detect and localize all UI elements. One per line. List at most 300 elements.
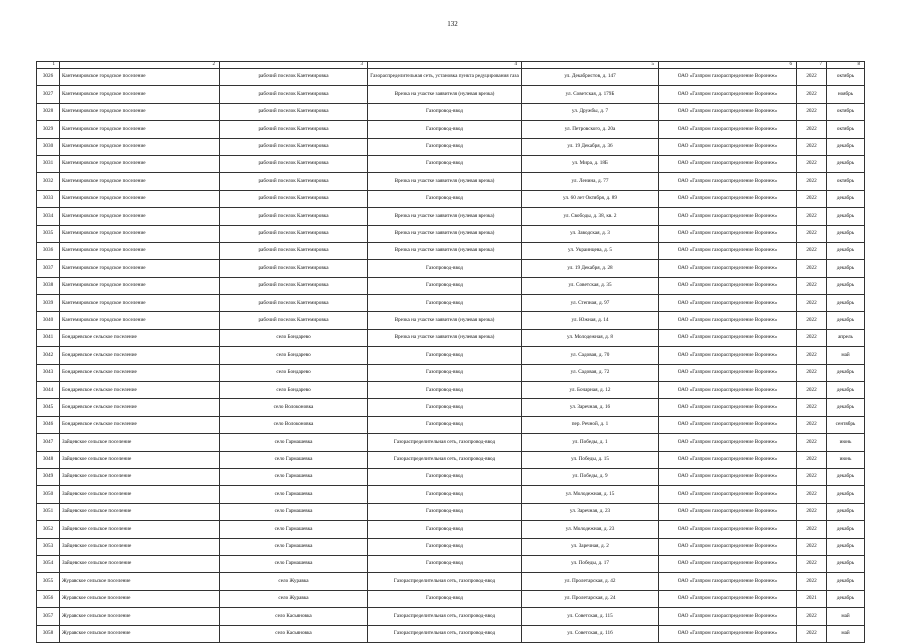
settlement-area-cell: Зайцевское сельское поселение — [60, 538, 220, 555]
month-cell: декабрь — [827, 538, 865, 555]
locality-cell: село Бондарево — [220, 347, 368, 364]
settlement-area-cell: Кантемировское городское поселение — [60, 312, 220, 329]
header-col-2: 2 — [60, 62, 220, 69]
month-cell: октябрь — [827, 69, 865, 86]
settlement-area-cell: Кантемировское городское поселение — [60, 242, 220, 259]
table-row — [37, 329, 865, 346]
row-number-cell: 3039 — [37, 295, 60, 312]
table-row — [37, 364, 865, 381]
settlement-area-cell: Кантемировское городское поселение — [60, 138, 220, 155]
table-row — [37, 242, 865, 259]
address-cell: ул. Пролетарская, д. 24 — [522, 590, 659, 607]
row-number-cell: 3028 — [37, 103, 60, 120]
month-cell: май — [827, 625, 865, 642]
address-cell: ул. Победы, д. 15 — [522, 451, 659, 468]
address-cell: ул. Бочарная, д. 12 — [522, 382, 659, 399]
work-object-cell: Газопровод-ввод — [368, 486, 522, 503]
table-row — [37, 121, 865, 138]
header-col-4: 4 — [368, 62, 522, 69]
locality-cell: село Волоконовка — [220, 399, 368, 416]
table-row — [37, 103, 865, 120]
row-number-cell: 3038 — [37, 277, 60, 294]
organization-cell: ОАО «Газпром газораспределение Воронеж» — [659, 295, 797, 312]
organization-cell: ОАО «Газпром газораспределение Воронеж» — [659, 173, 797, 190]
settlement-area-cell: Журавское сельское поселение — [60, 608, 220, 625]
work-object-cell: Газопровод-ввод — [368, 590, 522, 607]
row-number-cell: 3027 — [37, 86, 60, 103]
work-object-cell: Газопровод-ввод — [368, 521, 522, 538]
address-cell: ул. Южная, д. 14 — [522, 312, 659, 329]
table-row — [37, 590, 865, 607]
address-cell: ул. Украинцева, д. 5 — [522, 242, 659, 259]
settlement-area-cell: Журавское сельское поселение — [60, 573, 220, 590]
address-cell: ул. 19 Декабря, д. 28 — [522, 260, 659, 277]
settlement-area-cell: Кантемировское городское поселение — [60, 69, 220, 86]
work-object-cell: Газопровод-ввод — [368, 503, 522, 520]
year-cell: 2022 — [797, 277, 827, 294]
organization-cell: ОАО «Газпром газораспределение Воронеж» — [659, 625, 797, 642]
locality-cell: рабочий поселок Кантемировка — [220, 295, 368, 312]
month-cell: май — [827, 608, 865, 625]
year-cell: 2022 — [797, 555, 827, 572]
month-cell: декабрь — [827, 573, 865, 590]
month-cell: сентябрь — [827, 416, 865, 433]
row-number-cell: 3037 — [37, 260, 60, 277]
address-cell: ул. Победы, д. 1 — [522, 434, 659, 451]
year-cell: 2022 — [797, 190, 827, 207]
month-cell: декабрь — [827, 190, 865, 207]
work-object-cell: Врезка на участке заявителя (нулевая врезка) — [368, 312, 522, 329]
row-number-cell: 3041 — [37, 329, 60, 346]
month-cell: апрель — [827, 329, 865, 346]
locality-cell: село Гармашевка — [220, 555, 368, 572]
address-cell: ул. Дружбы, д. 7 — [522, 103, 659, 120]
settlement-area-cell: Кантемировское городское поселение — [60, 86, 220, 103]
address-cell: ул. Петровского, д. 20а — [522, 121, 659, 138]
year-cell: 2022 — [797, 434, 827, 451]
row-number-cell: 3026 — [37, 69, 60, 86]
row-number-cell: 3049 — [37, 468, 60, 485]
year-cell: 2022 — [797, 538, 827, 555]
header-row — [37, 62, 865, 69]
table-row — [37, 295, 865, 312]
month-cell: июнь — [827, 451, 865, 468]
table-body — [37, 69, 865, 643]
row-number-cell: 3031 — [37, 155, 60, 172]
month-cell: декабрь — [827, 242, 865, 259]
row-number-cell: 3042 — [37, 347, 60, 364]
table-row — [37, 555, 865, 572]
locality-cell: село Гармашевка — [220, 486, 368, 503]
work-object-cell: Газораспределительная сеть, установка пункта редуцирования газа — [368, 69, 522, 86]
work-object-cell: Газопровод-ввод — [368, 538, 522, 555]
address-cell: ул. Заречная, д. 23 — [522, 503, 659, 520]
locality-cell: рабочий поселок Кантемировка — [220, 155, 368, 172]
work-object-cell: Газопровод-ввод — [368, 555, 522, 572]
year-cell: 2022 — [797, 382, 827, 399]
table-row — [37, 399, 865, 416]
month-cell: октябрь — [827, 103, 865, 120]
work-object-cell: Газопровод-ввод — [368, 399, 522, 416]
work-object-cell: Газопровод-ввод — [368, 382, 522, 399]
locality-cell: село Бондарево — [220, 364, 368, 381]
address-cell: ул. Молодежная, д. 15 — [522, 486, 659, 503]
organization-cell: ОАО «Газпром газораспределение Воронеж» — [659, 69, 797, 86]
year-cell: 2022 — [797, 312, 827, 329]
year-cell: 2022 — [797, 155, 827, 172]
organization-cell: ОАО «Газпром газораспределение Воронеж» — [659, 486, 797, 503]
table-row — [37, 69, 865, 86]
work-object-cell: Врезка на участке заявителя (нулевая врезка) — [368, 86, 522, 103]
year-cell: 2022 — [797, 486, 827, 503]
month-cell: декабрь — [827, 382, 865, 399]
row-number-cell: 3040 — [37, 312, 60, 329]
year-cell: 2022 — [797, 295, 827, 312]
row-number-cell: 3048 — [37, 451, 60, 468]
table-row — [37, 382, 865, 399]
row-number-cell: 3043 — [37, 364, 60, 381]
address-cell: ул. Советская, д. 116 — [522, 625, 659, 642]
table-row — [37, 173, 865, 190]
locality-cell: рабочий поселок Кантемировка — [220, 312, 368, 329]
table-row — [37, 521, 865, 538]
month-cell: декабрь — [827, 364, 865, 381]
locality-cell: рабочий поселок Кантемировка — [220, 225, 368, 242]
organization-cell: ОАО «Газпром газораспределение Воронеж» — [659, 538, 797, 555]
locality-cell: село Гармашевка — [220, 468, 368, 485]
year-cell: 2022 — [797, 468, 827, 485]
locality-cell: рабочий поселок Кантемировка — [220, 103, 368, 120]
settlement-area-cell: Кантемировское городское поселение — [60, 260, 220, 277]
work-object-cell: Врезка на участке заявителя (нулевая врезка) — [368, 225, 522, 242]
header-col-7: 7 — [797, 62, 827, 69]
locality-cell: рабочий поселок Кантемировка — [220, 69, 368, 86]
settlement-area-cell: Кантемировское городское поселение — [60, 121, 220, 138]
month-cell: декабрь — [827, 312, 865, 329]
month-cell: декабрь — [827, 138, 865, 155]
year-cell: 2022 — [797, 329, 827, 346]
locality-cell: рабочий поселок Кантемировка — [220, 277, 368, 294]
table-row — [37, 155, 865, 172]
row-number-cell: 3056 — [37, 590, 60, 607]
year-cell: 2022 — [797, 625, 827, 642]
page-number: 132 — [447, 20, 458, 28]
settlement-area-cell: Бондаревское сельское поселение — [60, 347, 220, 364]
settlement-area-cell: Кантемировское городское поселение — [60, 277, 220, 294]
work-object-cell: Газопровод-ввод — [368, 277, 522, 294]
month-cell: декабрь — [827, 503, 865, 520]
locality-cell: село Касьяновка — [220, 608, 368, 625]
organization-cell: ОАО «Газпром газораспределение Воронеж» — [659, 86, 797, 103]
organization-cell: ОАО «Газпром газораспределение Воронеж» — [659, 608, 797, 625]
year-cell: 2021 — [797, 590, 827, 607]
header-col-6: 6 — [659, 62, 797, 69]
row-number-cell: 3058 — [37, 625, 60, 642]
settlement-area-cell: Бондаревское сельское поселение — [60, 382, 220, 399]
year-cell: 2022 — [797, 242, 827, 259]
year-cell: 2022 — [797, 364, 827, 381]
work-object-cell: Газопровод-ввод — [368, 468, 522, 485]
organization-cell: ОАО «Газпром газораспределение Воронеж» — [659, 190, 797, 207]
year-cell: 2022 — [797, 260, 827, 277]
year-cell: 2022 — [797, 103, 827, 120]
settlement-area-cell: Кантемировское городское поселение — [60, 295, 220, 312]
header-col-1: 1 — [37, 62, 60, 69]
row-number-cell: 3052 — [37, 521, 60, 538]
table-row — [37, 86, 865, 103]
month-cell: ноябрь — [827, 86, 865, 103]
address-cell: ул. Заводская, д. 3 — [522, 225, 659, 242]
locality-cell: село Волоконовка — [220, 416, 368, 433]
organization-cell: ОАО «Газпром газораспределение Воронеж» — [659, 382, 797, 399]
settlement-area-cell: Кантемировское городское поселение — [60, 225, 220, 242]
month-cell: декабрь — [827, 521, 865, 538]
organization-cell: ОАО «Газпром газораспределение Воронеж» — [659, 121, 797, 138]
row-number-cell: 3034 — [37, 208, 60, 225]
year-cell: 2022 — [797, 451, 827, 468]
settlement-area-cell: Кантемировское городское поселение — [60, 103, 220, 120]
row-number-cell: 3050 — [37, 486, 60, 503]
work-object-cell: Газопровод-ввод — [368, 260, 522, 277]
year-cell: 2022 — [797, 69, 827, 86]
work-object-cell: Врезка на участке заявителя (нулевая врезка) — [368, 173, 522, 190]
table-row — [37, 347, 865, 364]
work-object-cell: Газопровод-ввод — [368, 364, 522, 381]
organization-cell: ОАО «Газпром газораспределение Воронеж» — [659, 364, 797, 381]
work-object-cell: Газопровод-ввод — [368, 103, 522, 120]
locality-cell: рабочий поселок Кантемировка — [220, 260, 368, 277]
month-cell: октябрь — [827, 173, 865, 190]
locality-cell: рабочий поселок Кантемировка — [220, 242, 368, 259]
locality-cell: село Гармашевка — [220, 503, 368, 520]
settlement-area-cell: Бондаревское сельское поселение — [60, 364, 220, 381]
locality-cell: рабочий поселок Кантемировка — [220, 121, 368, 138]
year-cell: 2022 — [797, 416, 827, 433]
row-number-cell: 3046 — [37, 416, 60, 433]
organization-cell: ОАО «Газпром газораспределение Воронеж» — [659, 260, 797, 277]
settlement-area-cell: Кантемировское городское поселение — [60, 155, 220, 172]
year-cell: 2022 — [797, 521, 827, 538]
organization-cell: ОАО «Газпром газораспределение Воронеж» — [659, 399, 797, 416]
address-cell: ул. Ленина, д. 77 — [522, 173, 659, 190]
row-number-cell: 3051 — [37, 503, 60, 520]
table-row — [37, 190, 865, 207]
settlement-area-cell: Кантемировское городское поселение — [60, 208, 220, 225]
table-row — [37, 312, 865, 329]
year-cell: 2022 — [797, 208, 827, 225]
table-row — [37, 138, 865, 155]
year-cell: 2022 — [797, 573, 827, 590]
address-cell: ул. Садовая, д. 70 — [522, 347, 659, 364]
locality-cell: село Гармашевка — [220, 521, 368, 538]
row-number-cell: 3044 — [37, 382, 60, 399]
work-object-cell: Газопровод-ввод — [368, 138, 522, 155]
settlement-area-cell: Зайцевское сельское поселение — [60, 451, 220, 468]
organization-cell: ОАО «Газпром газораспределение Воронеж» — [659, 555, 797, 572]
address-cell: ул. Пролетарская, д. 42 — [522, 573, 659, 590]
row-number-cell: 3047 — [37, 434, 60, 451]
locality-cell: село Гармашевка — [220, 538, 368, 555]
address-cell: ул. Молодежная, д. 23 — [522, 521, 659, 538]
address-cell: ул. Советская, д. 35 — [522, 277, 659, 294]
month-cell: декабрь — [827, 277, 865, 294]
table-row — [37, 208, 865, 225]
organization-cell: ОАО «Газпром газораспределение Воронеж» — [659, 329, 797, 346]
locality-cell: рабочий поселок Кантемировка — [220, 190, 368, 207]
settlement-area-cell: Бондаревское сельское поселение — [60, 416, 220, 433]
work-object-cell: Газораспределительная сеть, газопровод-ввод — [368, 608, 522, 625]
settlement-area-cell: Зайцевское сельское поселение — [60, 486, 220, 503]
work-object-cell: Газораспределительная сеть, газопровод-ввод — [368, 573, 522, 590]
year-cell: 2022 — [797, 225, 827, 242]
organization-cell: ОАО «Газпром газораспределение Воронеж» — [659, 277, 797, 294]
work-object-cell: Газопровод-ввод — [368, 155, 522, 172]
organization-cell: ОАО «Газпром газораспределение Воронеж» — [659, 155, 797, 172]
address-cell: ул. Заречная, д. 2 — [522, 538, 659, 555]
organization-cell: ОАО «Газпром газораспределение Воронеж» — [659, 503, 797, 520]
row-number-cell: 3029 — [37, 121, 60, 138]
organization-cell: ОАО «Газпром газораспределение Воронеж» — [659, 521, 797, 538]
address-cell: ул. Садовая, д. 72 — [522, 364, 659, 381]
table-row — [37, 434, 865, 451]
month-cell: декабрь — [827, 555, 865, 572]
locality-cell: село Бондарево — [220, 329, 368, 346]
row-number-cell: 3035 — [37, 225, 60, 242]
month-cell: декабрь — [827, 486, 865, 503]
address-cell: ул. Мира, д. 18Б — [522, 155, 659, 172]
address-cell: ул. Советская, д. 179Б — [522, 86, 659, 103]
row-number-cell: 3030 — [37, 138, 60, 155]
year-cell: 2022 — [797, 347, 827, 364]
organization-cell: ОАО «Газпром газораспределение Воронеж» — [659, 242, 797, 259]
settlement-area-cell: Зайцевское сельское поселение — [60, 468, 220, 485]
month-cell: декабрь — [827, 399, 865, 416]
address-cell: ул. Победы, д. 9 — [522, 468, 659, 485]
month-cell: декабрь — [827, 295, 865, 312]
settlement-area-cell: Бондаревское сельское поселение — [60, 329, 220, 346]
address-cell: ул. Молодежная, д. 8 — [522, 329, 659, 346]
organization-cell: ОАО «Газпром газораспределение Воронеж» — [659, 138, 797, 155]
organization-cell: ОАО «Газпром газораспределение Воронеж» — [659, 416, 797, 433]
locality-cell: село Журавка — [220, 590, 368, 607]
settlement-area-cell: Журавское сельское поселение — [60, 590, 220, 607]
month-cell: октябрь — [827, 121, 865, 138]
table-row — [37, 538, 865, 555]
year-cell: 2022 — [797, 173, 827, 190]
work-object-cell: Газопровод-ввод — [368, 190, 522, 207]
address-cell: ул. Победы, д. 17 — [522, 555, 659, 572]
organization-cell: ОАО «Газпром газораспределение Воронеж» — [659, 590, 797, 607]
work-object-cell: Газопровод-ввод — [368, 347, 522, 364]
organization-cell: ОАО «Газпром газораспределение Воронеж» — [659, 451, 797, 468]
table-row — [37, 468, 865, 485]
address-cell: ул. 60 лет Октября, д. 89 — [522, 190, 659, 207]
locality-cell: рабочий поселок Кантемировка — [220, 208, 368, 225]
month-cell: декабрь — [827, 208, 865, 225]
table-row — [37, 486, 865, 503]
year-cell: 2022 — [797, 399, 827, 416]
work-object-cell: Врезка на участке заявителя (нулевая врезка) — [368, 242, 522, 259]
year-cell: 2022 — [797, 503, 827, 520]
row-number-cell: 3057 — [37, 608, 60, 625]
address-cell: ул. Советская, д. 115 — [522, 608, 659, 625]
locality-cell: село Гармашевка — [220, 451, 368, 468]
organization-cell: ОАО «Газпром газораспределение Воронеж» — [659, 103, 797, 120]
month-cell: декабрь — [827, 590, 865, 607]
header-col-8: 8 — [827, 62, 865, 69]
locality-cell: рабочий поселок Кантемировка — [220, 138, 368, 155]
organization-cell: ОАО «Газпром газораспределение Воронеж» — [659, 208, 797, 225]
month-cell: май — [827, 347, 865, 364]
row-number-cell: 3036 — [37, 242, 60, 259]
settlement-area-cell: Зайцевское сельское поселение — [60, 503, 220, 520]
month-cell: декабрь — [827, 225, 865, 242]
row-number-cell: 3053 — [37, 538, 60, 555]
table-header — [37, 62, 865, 69]
year-cell: 2022 — [797, 608, 827, 625]
month-cell: июнь — [827, 434, 865, 451]
year-cell: 2022 — [797, 121, 827, 138]
organization-cell: ОАО «Газпром газораспределение Воронеж» — [659, 468, 797, 485]
work-object-cell: Газопровод-ввод — [368, 121, 522, 138]
work-object-cell: Врезка на участке заявителя (нулевая врезка) — [368, 329, 522, 346]
month-cell: декабрь — [827, 155, 865, 172]
table-row — [37, 260, 865, 277]
settlement-area-cell: Кантемировское городское поселение — [60, 173, 220, 190]
settlement-area-cell: Бондаревское сельское поселение — [60, 399, 220, 416]
table-row — [37, 277, 865, 294]
address-cell: ул. Степная, д. 97 — [522, 295, 659, 312]
settlement-area-cell: Кантемировское городское поселение — [60, 190, 220, 207]
gasification-table — [36, 61, 865, 643]
settlement-area-cell: Зайцевское сельское поселение — [60, 434, 220, 451]
table-row — [37, 573, 865, 590]
month-cell: декабрь — [827, 260, 865, 277]
settlement-area-cell: Зайцевское сельское поселение — [60, 521, 220, 538]
work-object-cell: Газораспределительная сеть, газопровод-ввод — [368, 434, 522, 451]
locality-cell: село Касьяновка — [220, 625, 368, 642]
address-cell: ул. 19 Декабря, д. 36 — [522, 138, 659, 155]
year-cell: 2022 — [797, 138, 827, 155]
locality-cell: село Гармашевка — [220, 434, 368, 451]
address-cell: пер. Речной, д. 1 — [522, 416, 659, 433]
work-object-cell: Газопровод-ввод — [368, 416, 522, 433]
year-cell: 2022 — [797, 86, 827, 103]
settlement-area-cell: Журавское сельское поселение — [60, 625, 220, 642]
table-row — [37, 416, 865, 433]
work-object-cell: Газораспределительная сеть, газопровод-ввод — [368, 451, 522, 468]
row-number-cell: 3054 — [37, 555, 60, 572]
locality-cell: село Журавка — [220, 573, 368, 590]
organization-cell: ОАО «Газпром газораспределение Воронеж» — [659, 573, 797, 590]
address-cell: ул. Свободы, д. 38, кв. 2 — [522, 208, 659, 225]
locality-cell: рабочий поселок Кантемировка — [220, 173, 368, 190]
address-cell: ул. Заречная, д. 16 — [522, 399, 659, 416]
locality-cell: село Бондарево — [220, 382, 368, 399]
row-number-cell: 3033 — [37, 190, 60, 207]
table-row — [37, 451, 865, 468]
organization-cell: ОАО «Газпром газораспределение Воронеж» — [659, 434, 797, 451]
table-row — [37, 608, 865, 625]
work-object-cell: Газопровод-ввод — [368, 295, 522, 312]
table-row — [37, 225, 865, 242]
settlement-area-cell: Зайцевское сельское поселение — [60, 555, 220, 572]
work-object-cell: Врезка на участке заявителя (нулевая врезка) — [368, 208, 522, 225]
month-cell: декабрь — [827, 468, 865, 485]
row-number-cell: 3032 — [37, 173, 60, 190]
header-col-5: 5 — [522, 62, 659, 69]
row-number-cell: 3055 — [37, 573, 60, 590]
